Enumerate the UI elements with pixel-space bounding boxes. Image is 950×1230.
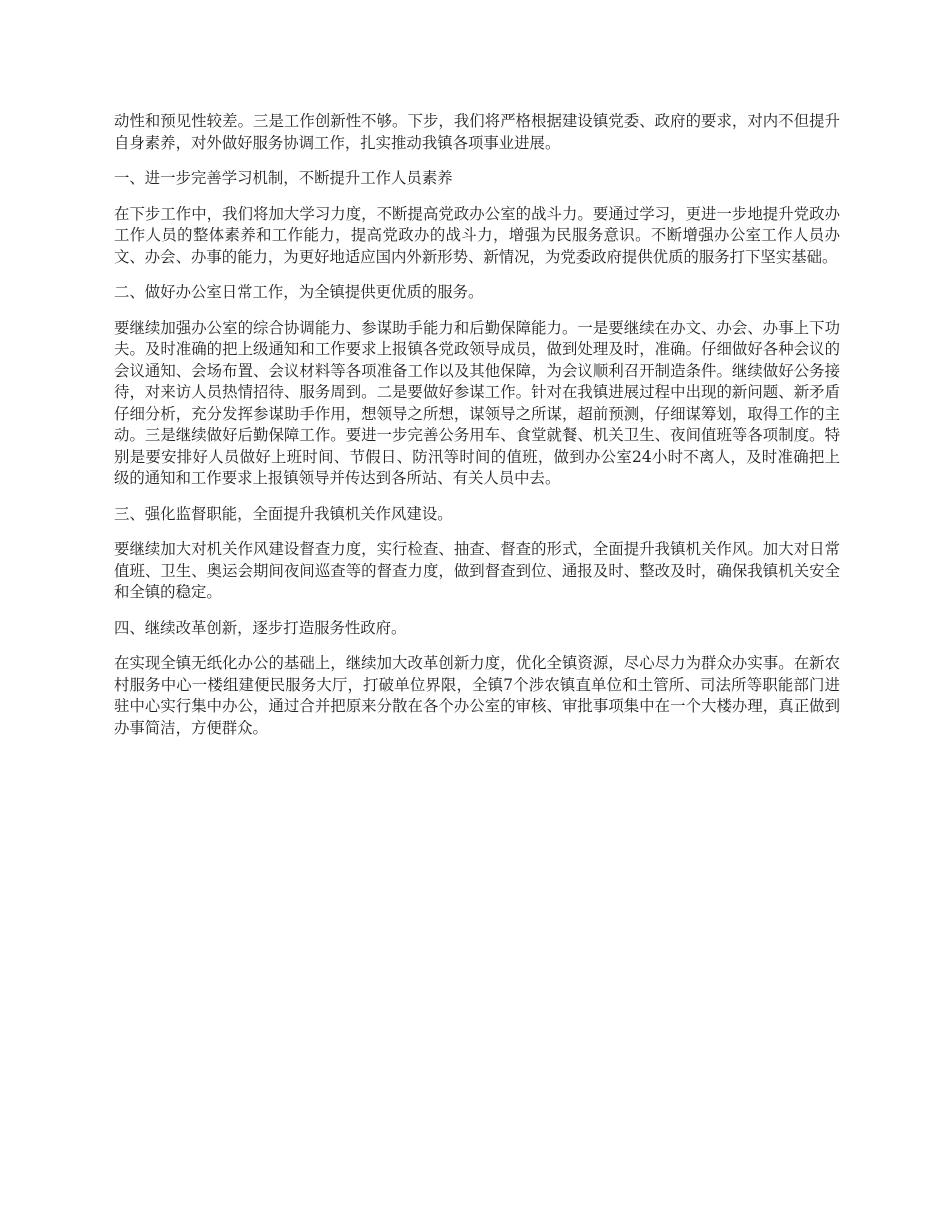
section-body-2: 要继续加强办公室的综合协调能力、参谋助手能力和后勤保障能力。一是要继续在办文、办会、办事上下功夫。及时准确的把上级通知和工作要求上报镇各党政领导成员，做到处理及时，准确。仔细做好各种会议的会议通知、会场布置、会议材料等各项准备工作以及其他保障，为会议顺利召开制造条件。继续做好公务接待，对来访人员热情招待、服务周到。二是要做好参谋工作。针对在我镇进展过程中出现的新问题、新矛盾仔细分析，充分发挥参谋助手作用，想领导之所想，谋领导之所谋，超前预测，仔细谋筹划，取得工作的主动。三是继续做好后勤保障工作。要进一步完善公务用车、食堂就餐、机关卫生、夜间值班等各项制度。特别是要安排好人员做好上班时间、节假日、防汛等时间的值班，做到办公室24小时不离人，及时准确把上级的通知和工作要求上报镇领导并传达到各所站、有关人员中去。 [114, 318, 840, 487]
section-body-1: 在下步工作中，我们将加大学习力度，不断提高党政办公室的战斗力。要通过学习，更进一步地提升党政办工作人员的整体素养和工作能力，提高党政办的战斗力，增强为民服务意识。不断增强办公室工作人员办文、办会、办事的能力，为更好地适应国内外新形势、新情况，为党委政府提供优质的服务打下坚实基础。 [114, 204, 840, 266]
section-heading-2: 二、做好办公室日常工作，为全镇提供更优质的服务。 [114, 283, 484, 301]
section-heading-4: 四、继续改革创新，逐步打造服务性政府。 [114, 618, 407, 637]
section-heading-3: 三、强化监督职能，全面提升我镇机关作风建设。 [114, 504, 453, 523]
section-body-4: 在实现全镇无纸化办公的基础上，继续加大改革创新力度，优化全镇资源，尽心尽力为群众办实事。在新农村服务中心一楼组建便民服务大厅，打破单位界限，全镇7个涉农镇直单位和土管所、司法所等职能部门进驻中心实行集中办公，通过合并把原来分散在各个办公室的审核、审批事项集中在一个大楼办理，真正做到办事简洁，方便群众。 [114, 654, 840, 737]
section-body-3: 要继续加大对机关作风建设督查力度，实行检查、抽查、督查的形式，全面提升我镇机关作风。加大对日常值班、卫生、奥运会期间夜间巡查等的督查力度，做到督查到位、通报及时、整改及时，确保我镇机关安全和全镇的稳定。 [114, 540, 840, 601]
intro-paragraph: 动性和预见性较差。三是工作创新性不够。下步，我们将严格根据建设镇党委、政府的要求，对内不但提升自身素养，对外做好服务协调工作，扎实推动我镇各项事业进展。 [114, 112, 840, 152]
document-page [114, 111, 840, 753]
section-heading-1: 一、进一步完善学习机制，不断提升工作人员素养 [114, 169, 453, 187]
